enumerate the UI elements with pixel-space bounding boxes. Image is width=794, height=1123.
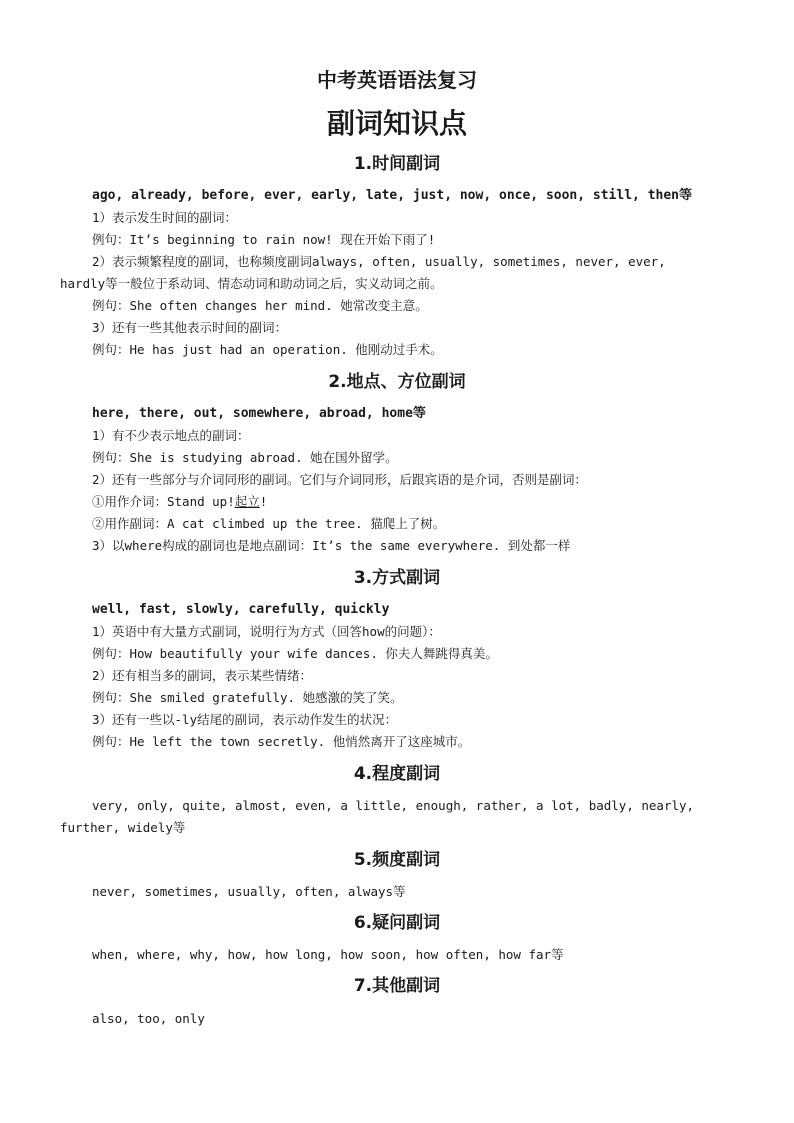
section-heading-interrogative: 6.疑问副词 [353, 913, 441, 933]
example-punct: ! [259, 494, 268, 509]
example-line [92, 492, 267, 512]
section-words-time: ago, already, before, ever, early, late, just, now, once, soon, still, then等 [92, 188, 692, 203]
document-subtitle: 副词知识点 [326, 107, 467, 140]
example-line: ②用作副词：A cat climbed up the tree. 猫爬上了树。 [92, 516, 446, 531]
text-line: 3）以where构成的副词也是地点副词：It’s the same everywhere. 到处都一样 [92, 538, 571, 553]
text-line: further, widely等 [60, 820, 186, 835]
text-line: 3）还有一些其他表示时间的副词： [92, 320, 288, 335]
text-line: 1）表示发生时间的副词： [92, 210, 238, 225]
example-line: 例句：He left the town secretly. 他悄然离开了这座城市。 [92, 734, 471, 749]
section-heading-other: 7.其他副词 [353, 976, 441, 996]
section-heading-place: 2.地点、方位副词 [328, 372, 466, 392]
section-heading-degree: 4.程度副词 [353, 764, 441, 784]
text-line: 2）表示频繁程度的副词，也称频度副词always, often, usually, sometimes, never, ever, [92, 254, 666, 269]
text-line: also, too, only [92, 1011, 205, 1026]
text-line: 2）还有一些部分与介词同形的副词。它们与介词同形，后跟宾语的是介词，否则是副词： [92, 472, 588, 487]
text-line: very, only, quite, almost, even, a little, enough, rather, a lot, badly, nearly, [92, 798, 695, 813]
section-heading-manner: 3.方式副词 [353, 568, 441, 588]
text-line: when, where, why, how, how long, how soon, how often, how far等 [92, 947, 564, 962]
section-words-manner: well, fast, slowly, carefully, quickly [92, 602, 390, 617]
text-line: 3）还有一些以-ly结尾的副词，表示动作发生的状况： [92, 712, 398, 727]
underlined-translation: 起立 [234, 494, 260, 509]
text-line: 2）还有相当多的副词，表示某些情绪： [92, 668, 313, 683]
example-line: 例句：He has just had an operation. 他刚动过手术。 [92, 342, 443, 357]
text-line: 1）有不少表示地点的副词： [92, 428, 250, 443]
example-line: 例句：How beautifully your wife dances. 你夫人舞跳得真美。 [92, 646, 498, 661]
example-line: 例句：It’s beginning to rain now! 现在开始下雨了! [92, 232, 436, 247]
text-line: 1）英语中有大量方式副词，说明行为方式（回答how的问题）： [92, 624, 441, 639]
example-prep: ①用作介词：Stand up! [92, 494, 235, 509]
section-words-place: here, there, out, somewhere, abroad, home等 [92, 406, 426, 421]
example-line: 例句：She often changes her mind. 她常改变主意。 [92, 298, 428, 313]
section-heading-time: 1.时间副词 [353, 154, 441, 174]
section-heading-frequency: 5.频度副词 [353, 850, 441, 870]
text-line: never, sometimes, usually, often, always等 [92, 884, 406, 899]
example-line: 例句：She smiled gratefully. 她感激的笑了笑。 [92, 690, 403, 705]
example-line: 例句：She is studying abroad. 她在国外留学。 [92, 450, 398, 465]
text-line: hardly等一般位于系动词、情态动词和助动词之后，实义动词之前。 [60, 276, 443, 291]
document-title: 中考英语语法复习 [317, 68, 477, 92]
